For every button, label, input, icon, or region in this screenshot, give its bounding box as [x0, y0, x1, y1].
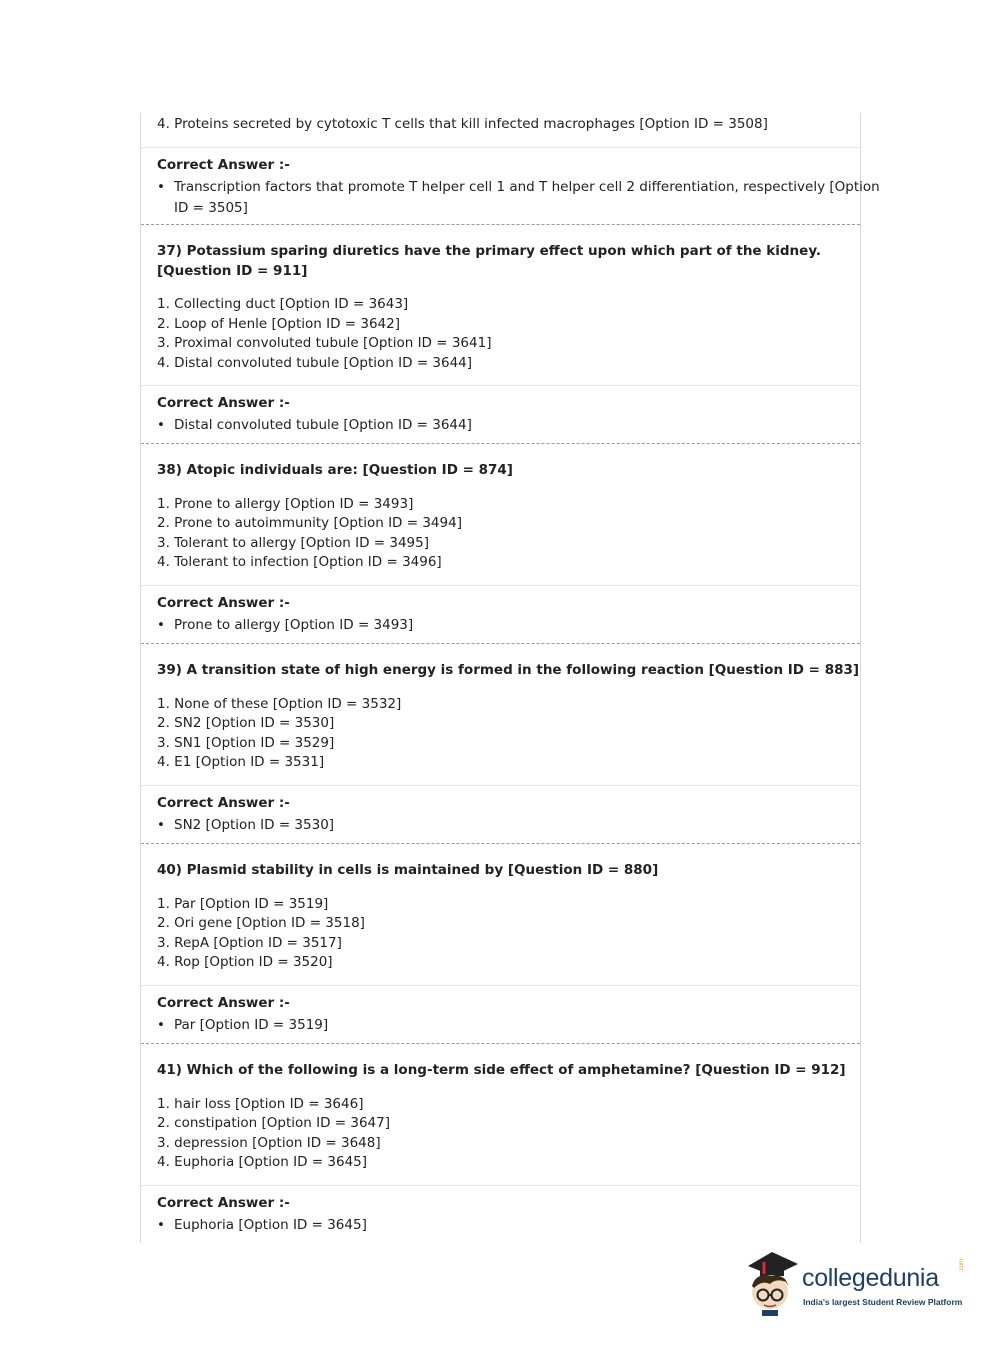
option-item: 2. Prone to autoimmunity [Option ID = 3494] — [157, 515, 462, 531]
options-list — [157, 295, 844, 373]
brand-domain-suffix: .com — [959, 1258, 965, 1272]
mascot-icon — [742, 1250, 804, 1318]
answer-block — [141, 586, 860, 643]
answer-heading: Correct Answer :- — [157, 595, 290, 611]
option-item: 3. Proximal convoluted tubule [Option ID = 3641] — [157, 335, 492, 351]
question-paper-sheet — [140, 113, 880, 1243]
answer-text: • Par [Option ID = 3519] — [157, 1015, 844, 1036]
question-title-line: [Question ID = 911] — [157, 262, 308, 279]
option-item: 4. E1 [Option ID = 3531] — [157, 754, 325, 770]
option-item: 1. hair loss [Option ID = 3646] — [157, 1095, 364, 1112]
question-title-line: 37) Potassium sparing diuretics have the primary effect upon which part of the kidney. — [157, 243, 822, 259]
answer-block — [141, 1186, 860, 1236]
option-item: 1. None of these [Option ID = 3532] — [157, 695, 402, 712]
option-item: 2. SN2 [Option ID = 3530] — [157, 715, 335, 731]
brand-name: collegedunia — [802, 1264, 939, 1292]
collegedunia-logo[interactable] — [742, 1250, 972, 1320]
answer-block — [141, 386, 860, 443]
question-title: 38) Atopic individuals are: [Question ID = 874] — [157, 462, 513, 478]
option-item: 2. Ori gene [Option ID = 3518] — [157, 915, 365, 931]
options-list — [157, 895, 844, 973]
answer-heading: Correct Answer :- — [157, 395, 290, 411]
options-list — [157, 695, 844, 773]
option-item: 4. Distal convoluted tubule [Option ID = 3644] — [157, 354, 473, 371]
options-list — [157, 495, 844, 573]
question-block — [141, 444, 860, 585]
option-item: 4. Rop [Option ID = 3520] — [157, 954, 333, 970]
question-title: 40) Plasmid stability in cells is maintained by [Question ID = 880] — [157, 862, 659, 878]
option-item: 1. Collecting duct [Option ID = 3643] — [157, 296, 409, 312]
answer-text: • Euphoria [Option ID = 3645] — [157, 1215, 844, 1236]
option-item: 1. Par [Option ID = 3519] — [157, 895, 329, 912]
answer-text: • Prone to allergy [Option ID = 3493] — [157, 615, 844, 636]
answer-line: Transcription factors that promote T helper cell 1 and T helper cell 2 differentiation, respectively [Option — [174, 179, 880, 195]
answer-heading: Correct Answer :- — [157, 795, 290, 811]
option-item: 3. depression [Option ID = 3648] — [157, 1134, 381, 1151]
option-item: 4. Euphoria [Option ID = 3645] — [157, 1154, 368, 1170]
answer-block — [141, 986, 860, 1043]
question-block — [141, 844, 860, 985]
answer-heading: Correct Answer :- — [157, 1195, 290, 1211]
question-title — [157, 242, 844, 281]
option-item: 2. Loop of Henle [Option ID = 3642] — [157, 315, 401, 332]
option-item: 4. Tolerant to infection [Option ID = 3496] — [157, 554, 442, 570]
answer-heading: Correct Answer :- — [157, 157, 290, 173]
answer-text — [157, 177, 880, 218]
answer-block — [141, 786, 860, 843]
question-title: 41) Which of the following is a long-term side effect of amphetamine? [Question ID = 912] — [157, 1062, 846, 1078]
options-list — [157, 1095, 844, 1173]
question-title: 39) A transition state of high energy is formed in the following reaction [Question ID = 883] — [157, 662, 860, 678]
option-line: 4. Proteins secreted by cytotoxic T cells that kill infected macrophages [Option ID = 3508] — [157, 116, 768, 132]
brand-tagline: India's largest Student Review Platform — [803, 1297, 963, 1307]
question-block — [141, 644, 860, 785]
option-item: 1. Prone to allergy [Option ID = 3493] — [157, 495, 414, 512]
option-item: 3. Tolerant to allergy [Option ID = 3495] — [157, 534, 429, 551]
option-item: 2. constipation [Option ID = 3647] — [157, 1115, 390, 1131]
carryover-options — [141, 113, 860, 147]
answer-heading: Correct Answer :- — [157, 995, 290, 1011]
answer-block — [141, 148, 880, 224]
option-item: 3. RepA [Option ID = 3517] — [157, 934, 342, 951]
answer-text: • SN2 [Option ID = 3530] — [157, 815, 844, 836]
question-block — [141, 1044, 860, 1185]
option-item: 3. SN1 [Option ID = 3529] — [157, 734, 335, 751]
answer-text: • Distal convoluted tubule [Option ID = 3644] — [157, 415, 844, 436]
answer-line: ID = 3505] — [174, 199, 248, 216]
question-block — [141, 225, 860, 385]
